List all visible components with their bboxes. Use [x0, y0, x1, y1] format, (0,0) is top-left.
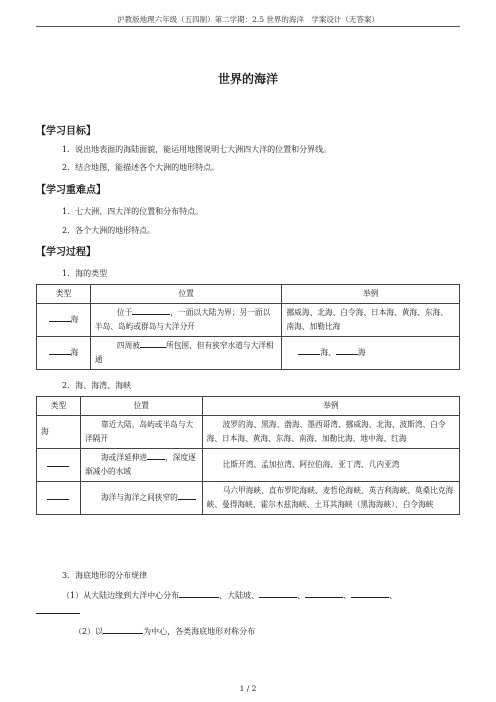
cell-text: ，一面以大陆为界；另一面以半岛、岛屿或群岛与大洋分开 [94, 308, 271, 331]
answer-blank[interactable] [178, 491, 196, 500]
table-cell [202, 416, 459, 449]
cell-text: 海 [70, 315, 79, 324]
cell-text: 四周被 [116, 341, 140, 350]
question-text: 、 [389, 591, 398, 600]
table-cell [80, 482, 202, 515]
answer-blank[interactable] [49, 313, 71, 322]
answer-blank[interactable] [49, 346, 71, 355]
table-cell [80, 416, 202, 449]
goal-item-2: 2．结合地图，能描述各个大洲的地形特点。 [62, 163, 220, 172]
table-cell [202, 449, 459, 482]
table-cell: 挪威海、北海、白令海、日本海、黄海、东海、南海、加勒比海 [282, 304, 460, 337]
table-cell [90, 337, 282, 370]
goals-heading: 【学习目标】 [36, 126, 96, 137]
answer-blank[interactable] [140, 339, 166, 348]
question-3: 3．海底地形的分布规律 [62, 571, 148, 580]
cell-text: 马六甲海峡、直布罗陀海峡、麦哲伦海峡、英吉利海峡、莫桑比克海峡、曼得海峡、霍尔木兹海峡、土耳其海峡（黑海海峡）、白令海峡 [206, 486, 454, 509]
header-divider [36, 26, 460, 27]
answer-blank[interactable] [305, 589, 343, 598]
question-3-1 [62, 589, 397, 602]
question-3-2 [74, 625, 255, 638]
table-header: 举例 [202, 397, 459, 416]
question-text: 为中心，各类海底地形对称分布 [143, 627, 256, 636]
answer-blank[interactable] [47, 458, 69, 467]
cell-text: 靠近大陆，岛屿或半岛与大洋隔开 [84, 420, 194, 443]
cell-text: 位于 [116, 308, 133, 317]
question-text: （1）从大陆边缘到大洋中心分布 [62, 591, 180, 600]
table-header: 类型 [37, 285, 91, 304]
keypoint-item-1: 1．七大洲、四大洋的位置和分布特点。 [62, 207, 204, 216]
keypoints-heading: 【学习重难点】 [36, 185, 106, 196]
table-cell: 海 [37, 416, 81, 449]
answer-blank[interactable] [179, 589, 219, 598]
table-cell [37, 337, 91, 370]
cell-text: 比斯开湾、孟加拉湾、阿拉伯海、亚丁湾、几内亚湾 [222, 460, 400, 469]
answer-blank[interactable] [132, 306, 170, 315]
table-header: 类型 [37, 397, 81, 416]
process-heading: 【学习过程】 [36, 247, 96, 258]
sea-type-table [36, 284, 460, 370]
cell-text: 海洋与海洋之间狭窄的 [100, 493, 178, 502]
sea-gulf-strait-table [36, 396, 460, 515]
goal-item-1: 1．说出地表面的海陆面貌，能运用地图说明七大洲四大洋的位置和分界线。 [62, 145, 332, 154]
keypoint-item-2: 2．各个大洲的地形特点。 [62, 226, 156, 235]
cell-text: 海 [357, 348, 366, 357]
answer-blank[interactable] [103, 625, 143, 634]
answer-blank[interactable] [298, 346, 320, 355]
cell-text: 波罗的海、黑海、渤海、墨西哥湾、挪威海、北海、波斯湾、白令海、日本海、黄海、东海、南海、加勒比海、地中海、红海 [206, 420, 446, 443]
question-text: 、 [297, 591, 306, 600]
question-text: 、大陆坡、 [219, 591, 260, 600]
page-number: 1 / 2 [239, 684, 257, 693]
question-text: 、 [343, 591, 352, 600]
cell-text: 海 [70, 348, 79, 357]
page-header: 沪教版地理六年级（五四制）第二学期：2.5 世界的海洋 学案设计（无答案） [117, 15, 379, 24]
page-title: 世界的海洋 [217, 72, 278, 86]
cell-text: 海或洋延伸进 [100, 453, 148, 462]
table-cell [37, 482, 81, 515]
answer-blank[interactable] [147, 451, 165, 460]
answer-blank[interactable] [36, 613, 80, 614]
cell-text: 所包围，但有狭窄水道与大洋相通 [94, 341, 274, 364]
answer-blank[interactable] [351, 589, 389, 598]
cell-text: ，深度逐渐减小的水域 [84, 453, 196, 476]
table-cell [80, 449, 202, 482]
answer-blank[interactable] [259, 589, 297, 598]
table-cell [37, 304, 91, 337]
table-cell [202, 482, 459, 515]
question-text: （2）以 [74, 627, 104, 636]
table-cell [90, 304, 282, 337]
answer-blank[interactable] [336, 346, 358, 355]
answer-blank[interactable] [47, 491, 69, 500]
question-2: 2．海、海湾、海峡 [62, 381, 132, 390]
table-header: 位置 [90, 285, 282, 304]
table-header: 位置 [80, 397, 202, 416]
question-1: 1．海的类型 [62, 269, 108, 278]
table-cell [282, 337, 460, 370]
table-cell [37, 449, 81, 482]
table-header: 举例 [282, 285, 460, 304]
cell-text: 海、 [320, 348, 336, 357]
